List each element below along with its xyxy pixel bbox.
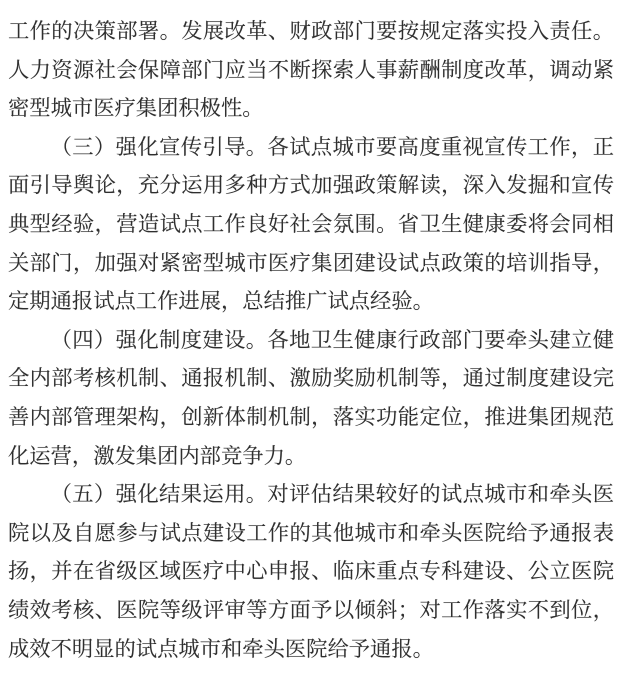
paragraph-section-4: （四）强化制度建设。各地卫生健康行政部门要牵头建立健全内部考核机制、通报机制、激励奖励机制等，通过制度建设完善内部管理架构，创新体制机制，落实功能定位，推进集团规范化运营，激发集团内部竞争力。	[8, 327, 614, 468]
paragraph-continuation: 工作的决策部署。发展改革、财政部门要按规定落实投入责任。人力资源社会保障部门应当不断探索人事薪酬制度改革，调动紧密型城市医疗集团积极性。	[8, 19, 614, 121]
paragraph-section-3: （三）强化宣传引导。各试点城市要高度重视宣传工作，正面引导舆论，充分运用多种方式加强政策解读，深入发掘和宣传典型经验，营造试点工作良好社会氛围。省卫生健康委将会同相关部门，加强对紧密型城市医疗集团建设试点政策的培训指导，定期通报试点工作进展，总结推广试点经验。	[8, 134, 614, 314]
paragraph-section-5: （五）强化结果运用。对评估结果较好的试点城市和牵头医院以及自愿参与试点建设工作的其他城市和牵头医院给予通报表扬，并在省级区域医疗中心申报、临床重点专科建设、公立医院绩效考核、医院等级评审等方面予以倾斜；对工作落实不到位，成效不明显的试点城市和牵头医院给予通报。	[8, 482, 614, 661]
